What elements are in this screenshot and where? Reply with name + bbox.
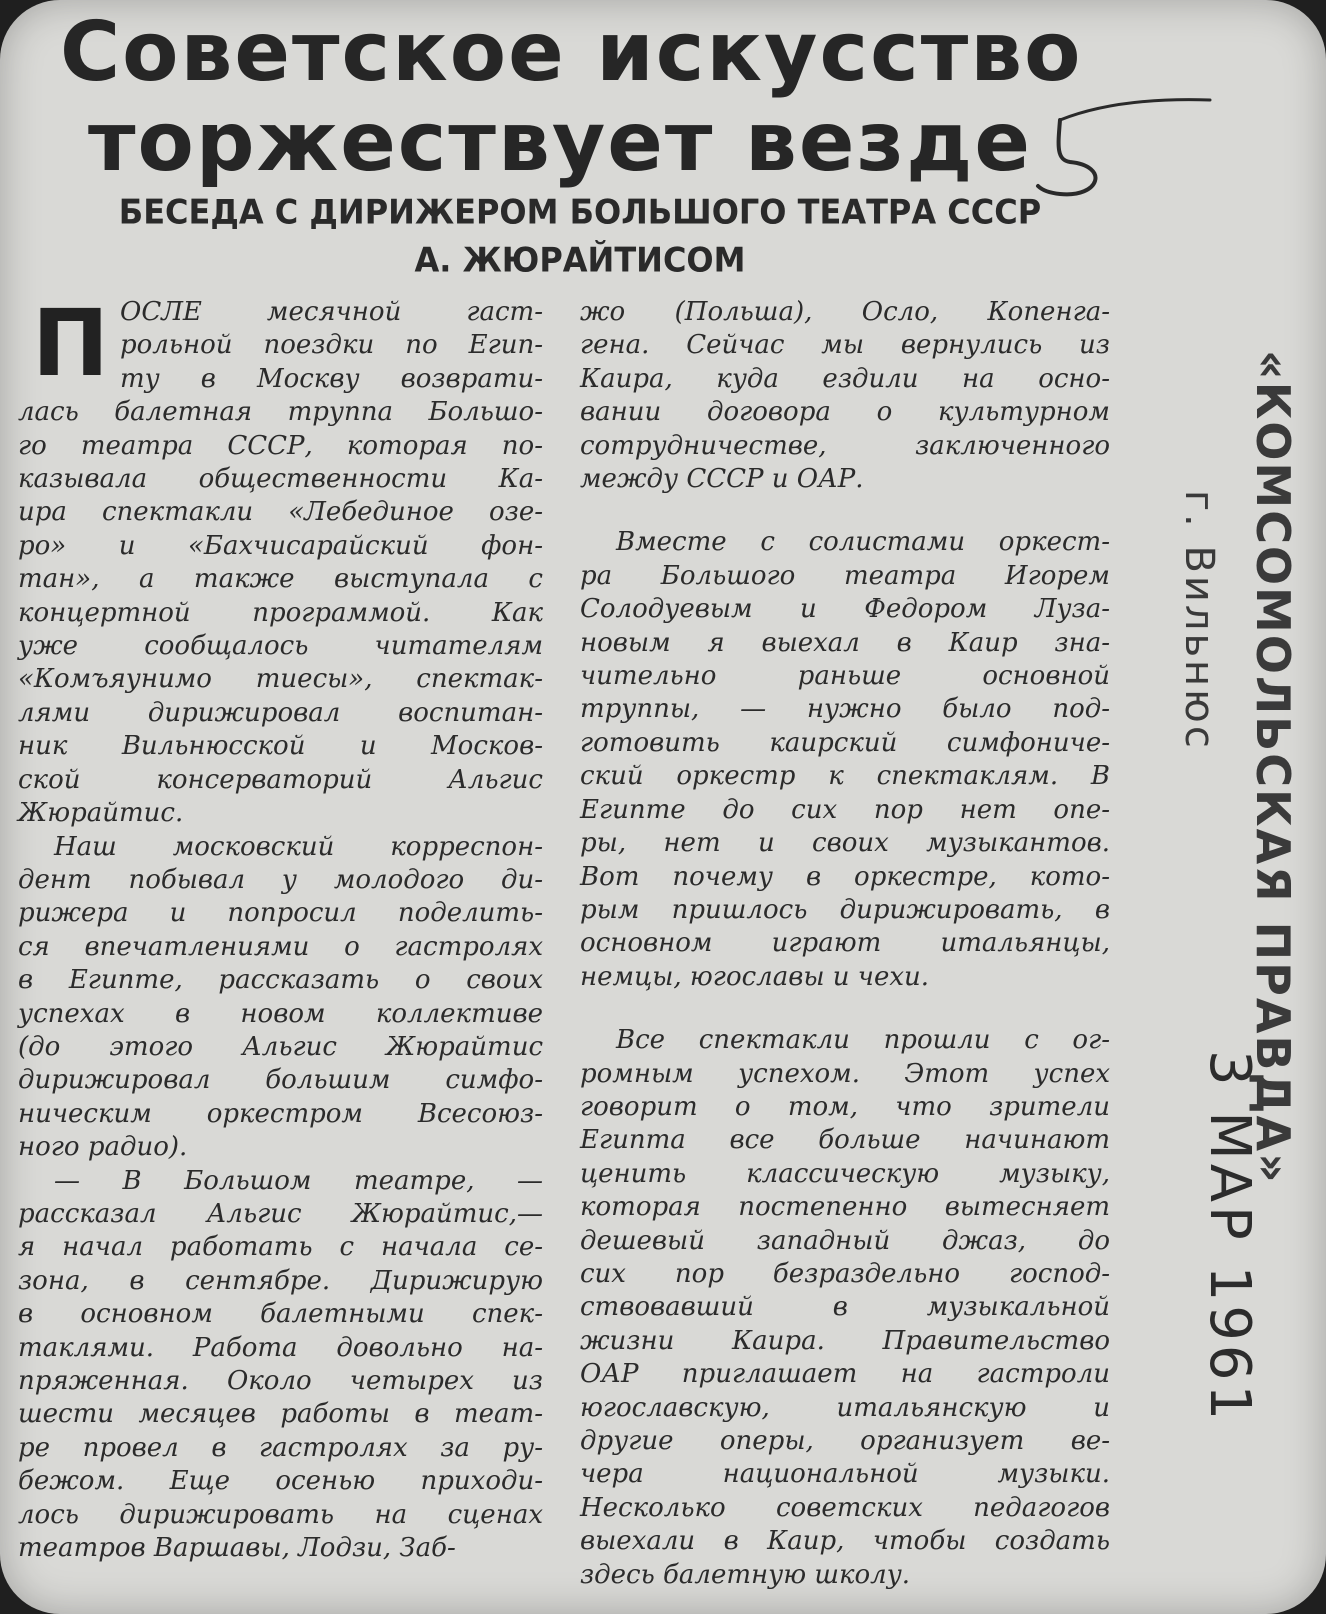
text-line: готовить каирский симфониче-: [580, 727, 1110, 758]
text-line: сих пор безраздельно господ-: [580, 1258, 1110, 1289]
subheadline-line-2: А. ЖЮРАЙТИСОМ: [414, 240, 746, 281]
text-line: зона, в сентябре. Дирижирую: [18, 1265, 543, 1296]
text-line: ской консерваторий Альгис: [18, 764, 543, 795]
text-line: шести месяцев работы в теат-: [18, 1399, 543, 1430]
text-line: казывала общественности Ка-: [18, 464, 543, 495]
text-line: ромным успехом. Этот успех: [580, 1058, 1110, 1089]
text-line: лась балетная труппа Большо-: [18, 397, 543, 428]
article-column-left: [18, 290, 543, 1565]
text-line: концертной программой. Как: [18, 597, 543, 628]
text-line: рижера и попросил поделить-: [18, 898, 543, 929]
text-line: Египта все больше начинают: [580, 1125, 1110, 1156]
text-line: Каира, куда ездили на осно-: [580, 363, 1110, 394]
text-line: здесь балетную школу.: [580, 1559, 911, 1590]
text-line: жо (Польша), Осло, Копенга-: [580, 297, 1110, 327]
text-line: дешевый западный джаз, до: [580, 1225, 1110, 1256]
text-line: бежом. Еще осенью приходи-: [18, 1466, 543, 1497]
handwritten-mark-5: [1030, 90, 1230, 200]
text-line: ира спектакли «Лебединое озе-: [18, 497, 543, 528]
text-line: рольной поездки по Егип-: [120, 330, 543, 361]
headline: [60, 5, 1083, 190]
text-line: ры, нет и своих музыкантов.: [580, 828, 1110, 859]
text-line: таклями. Работа довольно на-: [18, 1332, 543, 1363]
text-line: тан», а также выступала с: [18, 564, 543, 595]
text-line: гена. Сейчас мы вернулись из: [580, 330, 1110, 361]
text-line: основном играют итальянцы,: [580, 928, 1110, 959]
text-line: ту в Москву возврати-: [120, 363, 543, 394]
right-paragraph-2: [580, 526, 1110, 994]
text-line: дирижировал большим симфо-: [18, 1065, 543, 1096]
text-line: ного радио).: [18, 1132, 188, 1163]
article-column-right: [580, 296, 1110, 1592]
right-paragraph-1: [580, 296, 1110, 496]
paragraph-gap: [580, 496, 1110, 526]
text-line: чера национальной музыки.: [580, 1459, 1110, 1490]
text-line: Жюрайтис.: [18, 798, 184, 829]
text-line: ре провел в гастролях за ру-: [18, 1432, 543, 1463]
stamp-date: 3 МАР 1961: [1197, 1050, 1262, 1425]
text-line: немцы, югославы и чехи.: [580, 961, 930, 992]
text-line: ствовавший в музыкальной: [580, 1292, 1110, 1323]
headline-line-2: торжествует везде: [88, 95, 1032, 190]
text-line: пряженная. Около четырех из: [18, 1366, 543, 1396]
text-line: Все спектакли прошли с ог-: [616, 1025, 1110, 1056]
text-line: ский оркестр к спектаклям. В: [580, 761, 1110, 792]
text-line: выехали в Каир, чтобы создать: [580, 1526, 1110, 1557]
dropcap: П: [32, 290, 109, 397]
left-paragraph-3: [18, 1165, 543, 1566]
text-line: ОСЛЕ месячной гаст-: [120, 297, 543, 327]
right-paragraph-3: [580, 1024, 1110, 1592]
text-line: я начал работать с начала се-: [18, 1232, 543, 1263]
text-line: лями дирижировал воспитан-: [18, 697, 543, 728]
text-line: рым пришлось дирижировать, в: [580, 894, 1110, 925]
text-line: сотрудничестве, заключенного: [580, 430, 1110, 461]
paragraph-gap: [580, 994, 1110, 1024]
text-line: в Египте, рассказать о своих: [18, 965, 543, 996]
left-paragraph-2: [18, 831, 543, 1165]
text-line: успехах в новом коллективе: [18, 998, 543, 1029]
stamp-newspaper-name: «КОМСОМОЛЬСКАЯ ПРАВДА»: [1246, 350, 1300, 1185]
text-line: другие оперы, организует ве-: [580, 1426, 1110, 1456]
text-line: труппы, — нужно было под-: [580, 694, 1110, 725]
text-line: жизни Каира. Правительство: [580, 1325, 1110, 1356]
text-line: Египте до сих пор нет опе-: [580, 794, 1110, 825]
text-line: ся впечатлениями о гастролях: [18, 931, 543, 962]
text-line: Несколько советских педагогов: [580, 1492, 1110, 1523]
text-line: Вот почему в оркестре, кото-: [580, 861, 1110, 892]
stamp-city: г. Вильнюс: [1176, 490, 1222, 751]
text-line: вании договора о культурном: [580, 397, 1110, 428]
text-line: Вместе с солистами оркест-: [616, 527, 1110, 558]
text-line: го театра СССР, которая по-: [18, 430, 543, 461]
text-line: в основном балетными спек-: [18, 1299, 543, 1330]
text-line: Наш московский корреспон-: [54, 831, 543, 862]
text-line: театров Варшавы, Лодзи, Заб-: [18, 1533, 456, 1564]
text-line: ническим оркестром Всесоюз-: [18, 1098, 543, 1129]
subheadline: [40, 188, 1120, 285]
text-line: ра Большого театра Игорем: [580, 560, 1110, 591]
text-line: Солодуевым и Федором Луза-: [580, 594, 1110, 625]
text-line: югославскую, итальянскую и: [580, 1392, 1110, 1423]
text-line: лось дирижировать на сценах: [18, 1499, 543, 1530]
headline-line-1: Советское искусство: [60, 5, 1083, 100]
subheadline-line-1: БЕСЕДА С ДИРИЖЕРОМ БОЛЬШОГО ТЕАТРА СССР: [118, 191, 1042, 232]
text-line: новым я выехал в Каир зна-: [580, 627, 1110, 658]
text-line: между СССР и ОАР.: [580, 464, 864, 495]
text-line: — В Большом театре, —: [54, 1165, 543, 1196]
text-line: дент побывал у молодого ди-: [18, 864, 543, 895]
text-line: говорит о том, что зрители: [580, 1091, 1110, 1122]
text-line: ник Вильнюсской и Москов-: [18, 731, 543, 762]
text-line: рассказал Альгис Жюрайтис,—: [18, 1198, 543, 1229]
text-line: ценить классическую музыку,: [580, 1158, 1110, 1189]
text-line: «Комъяунимо тиесы», спектак-: [18, 664, 543, 695]
text-line: чительно раньше основной: [580, 661, 1110, 692]
text-line: (до этого Альгис Жюрайтис: [18, 1031, 543, 1062]
text-line: ро» и «Бахчисарайский фон-: [18, 530, 543, 561]
text-line: которая постепенно вытесняет: [580, 1192, 1110, 1223]
text-line: уже сообщалось читателям: [18, 631, 543, 662]
text-line: ОАР приглашает на гастроли: [580, 1359, 1110, 1390]
